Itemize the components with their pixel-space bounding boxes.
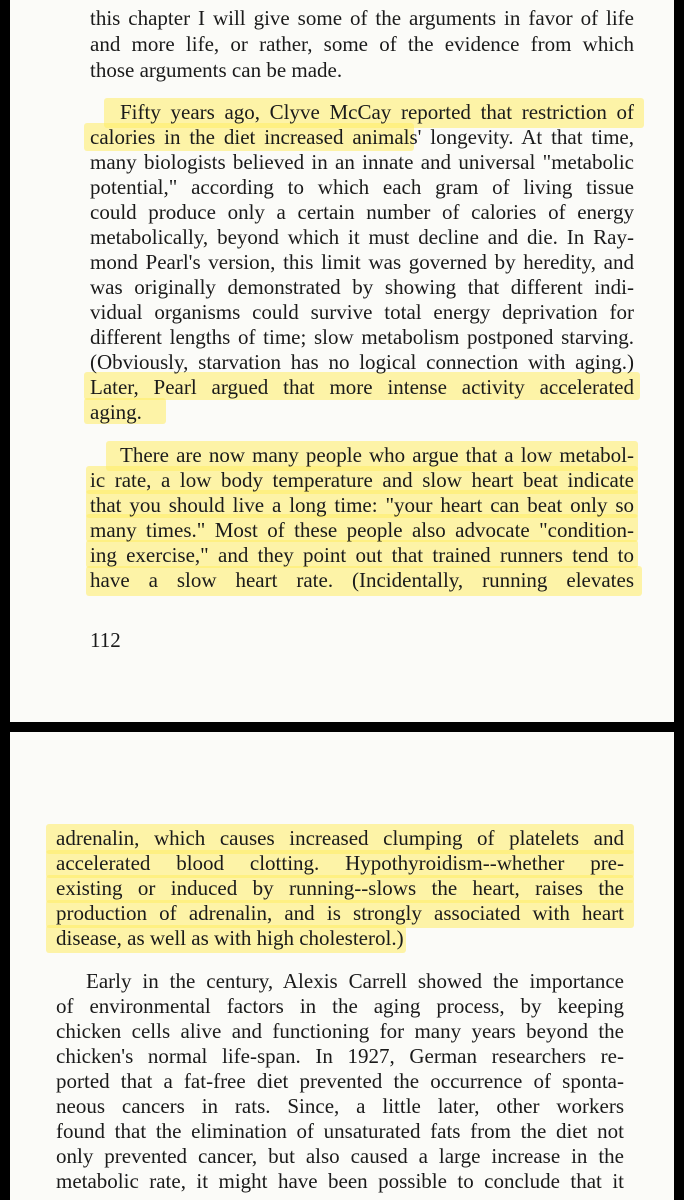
text-line: calories in the diet increased animals' longevity. At that time, bbox=[90, 125, 634, 149]
text-line: ing exercise," and they point out that trained runners tend to bbox=[90, 543, 634, 567]
text-line: metabolic rate, it might have been possible to conclude that it bbox=[56, 1169, 624, 1193]
text-line: and more life, or rather, some of the evidence from which bbox=[90, 32, 634, 56]
text-line: existing or induced by running--slows the heart, raises the bbox=[56, 876, 624, 900]
book-page-bottom bbox=[10, 732, 674, 1200]
text-line: production of adrenalin, and is strongly associated with heart bbox=[56, 901, 624, 925]
text-line: many times." Most of these people also advocate "condition- bbox=[90, 518, 634, 542]
text-line: of environmental factors in the aging process, by keeping bbox=[56, 994, 624, 1018]
text-line: ported that a fat-free diet prevented the occurrence of sponta- bbox=[56, 1069, 624, 1093]
text-line: this chapter I will give some of the arguments in favor of life bbox=[90, 6, 634, 30]
text-line: Early in the century, Alexis Carrell showed the importance bbox=[86, 969, 624, 993]
text-line: was originally demonstrated by showing that different indi- bbox=[90, 275, 634, 299]
text-line: ic rate, a low body temperature and slow heart beat indicate bbox=[90, 468, 634, 492]
text-line: chicken cells alive and functioning for many years beyond the bbox=[56, 1019, 624, 1043]
text-line: that you should live a long time: "your heart can beat only so bbox=[90, 493, 634, 517]
text-line: aging. bbox=[90, 400, 142, 424]
text-line: Later, Pearl argued that more intense activity accelerated bbox=[90, 375, 634, 399]
page-number: 112 bbox=[90, 628, 121, 652]
text-line: many biologists believed in an innate and universal "metabolic bbox=[90, 150, 634, 174]
text-line: found that the elimination of unsaturated fats from the diet not bbox=[56, 1119, 624, 1143]
text-line: disease, as well as with high cholesterol.) bbox=[56, 926, 404, 950]
text-line: vidual organisms could survive total energy deprivation for bbox=[90, 300, 634, 324]
book-page-top bbox=[10, 0, 674, 722]
text-line: neous cancers in rats. Since, a little later, other workers bbox=[56, 1094, 624, 1118]
text-line: those arguments can be made. bbox=[90, 58, 343, 82]
text-line: could produce only a certain number of calories of energy bbox=[90, 200, 634, 224]
text-line: chicken's normal life-span. In 1927, German researchers re- bbox=[56, 1044, 624, 1068]
text-line: mond Pearl's version, this limit was governed by heredity, and bbox=[90, 250, 634, 274]
text-line: different lengths of time; slow metabolism postponed starving. bbox=[90, 325, 634, 349]
text-line: potential," according to which each gram of living tissue bbox=[90, 175, 634, 199]
text-line: Fifty years ago, Clyve McCay reported that restriction of bbox=[120, 100, 634, 124]
text-line: metabolically, beyond which it must decline and die. In Ray- bbox=[90, 225, 634, 249]
text-line: There are now many people who argue that a low metabol- bbox=[120, 443, 634, 467]
text-line: accelerated blood clotting. Hypothyroidism--whether pre- bbox=[56, 851, 624, 875]
text-line: adrenalin, which causes increased clumping of platelets and bbox=[56, 826, 624, 850]
text-line: have a slow heart rate. (Incidentally, running elevates bbox=[90, 568, 634, 592]
text-line: only prevented cancer, but also caused a large increase in the bbox=[56, 1144, 624, 1168]
text-line: (Obviously, starvation has no logical connection with aging.) bbox=[90, 350, 634, 374]
